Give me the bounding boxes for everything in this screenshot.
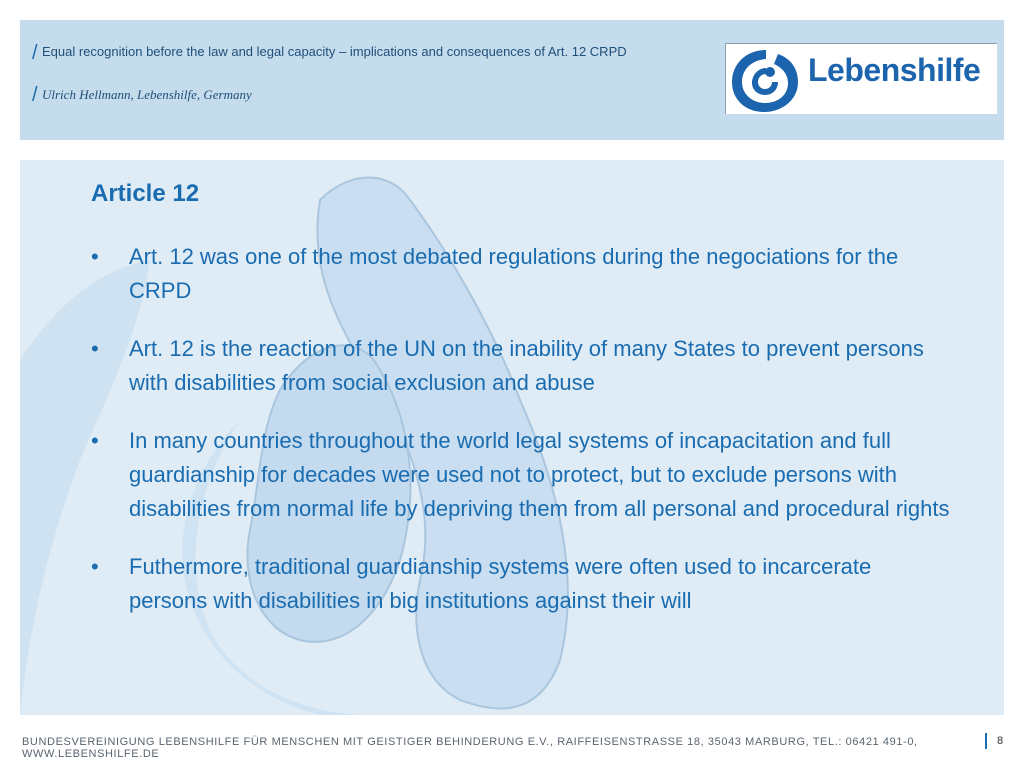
slide-content xyxy=(20,160,1004,715)
footer-divider xyxy=(985,733,987,749)
logo-wordmark: Lebenshilfe xyxy=(808,52,981,88)
presentation-author: Ulrich Hellmann, Lebenshilfe, Germany xyxy=(42,87,252,102)
bullet-list xyxy=(91,240,951,642)
bullet-marker: • xyxy=(91,428,99,453)
author-slash: / xyxy=(32,84,38,106)
bullet-marker: • xyxy=(91,336,99,361)
page-number: 8 xyxy=(997,735,1004,747)
list-item xyxy=(91,550,951,618)
logo-divider-left xyxy=(725,43,726,114)
bullet-text: In many countries throughout the world legal systems of incapacitation and full guardianship for decades were used not to protect, but to exclude persons with disabilities from normal life by depriving them from all personal and procedural rights xyxy=(129,428,950,521)
presentation-title: Equal recognition before the law and legal capacity – implications and consequences of Art. 12 CRPD xyxy=(42,44,627,59)
bullet-marker: • xyxy=(91,554,99,579)
list-item xyxy=(91,240,951,308)
lebenshilfe-logo-icon xyxy=(728,44,804,114)
list-item xyxy=(91,332,951,400)
list-item xyxy=(91,424,951,526)
title-slash: / xyxy=(32,42,38,64)
footer-address: BUNDESVEREINIGUNG LEBENSHILFE FÜR MENSCHEN MIT GEISTIGER BEHINDERUNG E.V., RAIFFEISENSTRASSE 18, 35043 MARBURG, TEL.: 06421 491-0, WWW.LEBENSHILFE.DE xyxy=(22,736,918,760)
slide-heading: Article 12 xyxy=(91,180,200,207)
bullet-marker: • xyxy=(91,244,99,269)
bullet-text: Art. 12 was one of the most debated regulations during the negociations for the CRPD xyxy=(129,244,899,303)
bullet-text: Futhermore, traditional guardianship systems were often used to incarcerate persons with disabilities in big institutions against their will xyxy=(129,554,872,613)
bullet-text: Art. 12 is the reaction of the UN on the inability of many States to prevent persons with disabilities from social exclusion and abuse xyxy=(129,336,924,395)
